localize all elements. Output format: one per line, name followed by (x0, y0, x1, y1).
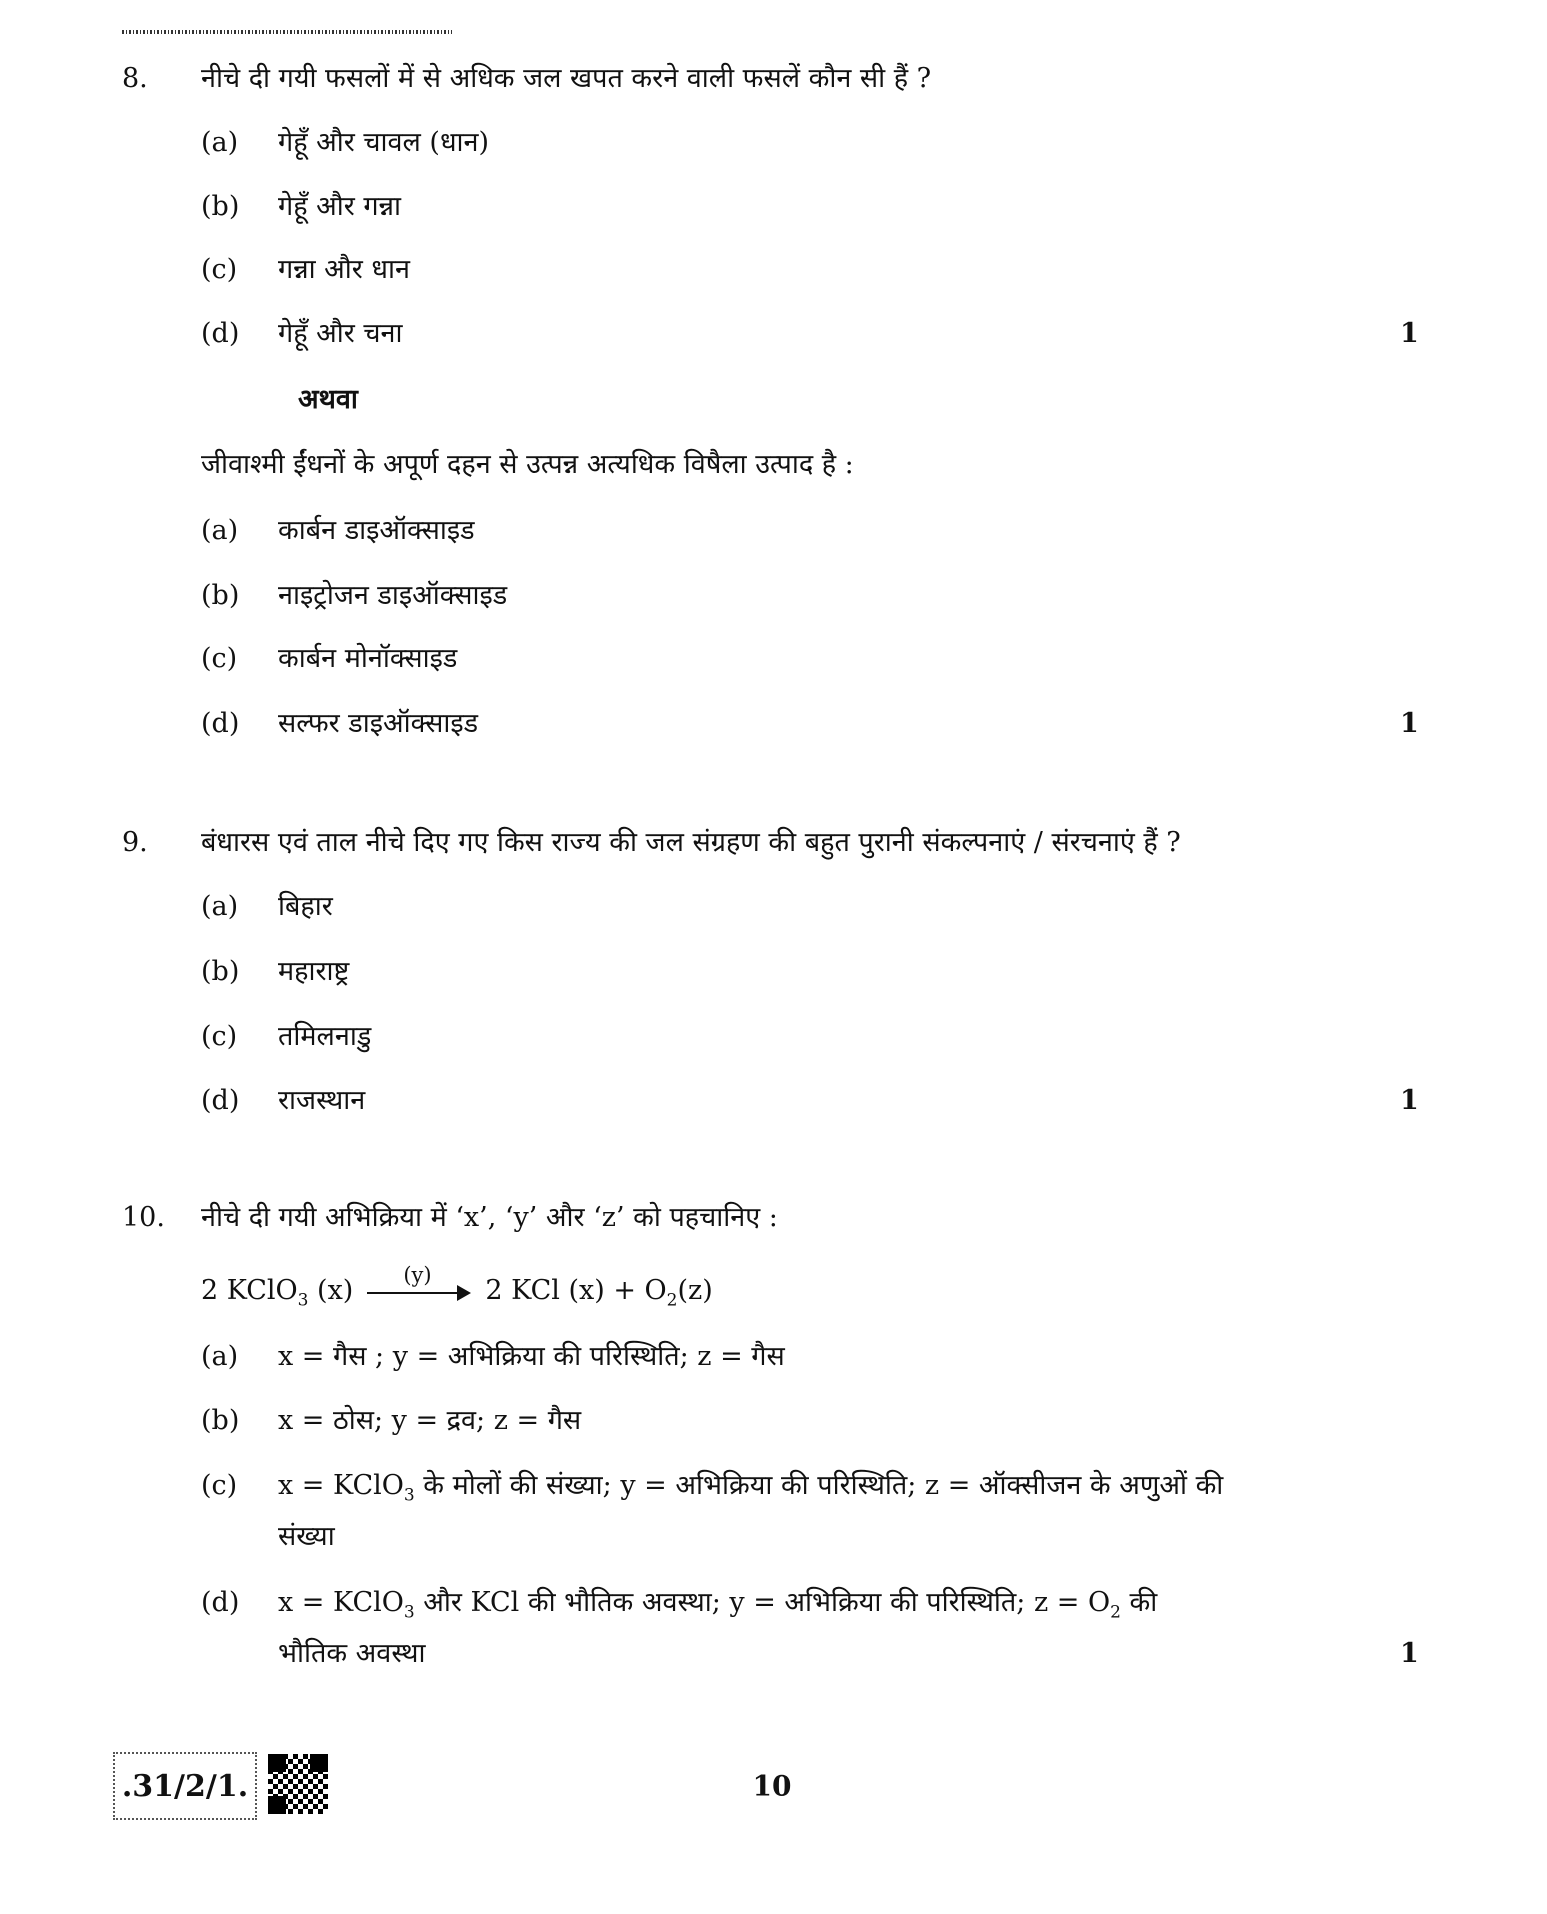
option-text-part: x = KClO (278, 1470, 404, 1501)
option-label: (b) (201, 580, 240, 611)
page-number: 10 (752, 1769, 792, 1803)
option-label: (b) (201, 1405, 240, 1436)
qr-code-icon (268, 1754, 328, 1814)
equation-rhs-state: (z) (677, 1275, 713, 1306)
option-label: (c) (201, 1470, 238, 1501)
option-label: (d) (201, 708, 240, 739)
question-text: नीचे दी गयी अभिक्रिया में ‘x’, ‘y’ और ‘z’ को पहचानिए : (201, 1202, 778, 1233)
option-label: (a) (201, 1341, 239, 1372)
option-label: (d) (201, 1085, 240, 1116)
option-text (278, 1469, 1223, 1512)
subscript: 3 (297, 1290, 309, 1311)
option-text-part: के मोलों की संख्या; y = अभिक्रिया की परिस्थिति; z = ऑक्सीजन के अणुओं की (414, 1470, 1224, 1501)
option-text: तमिलनाडु (278, 1021, 372, 1052)
option-text: गेहूँ और चावल (धान) (278, 127, 490, 158)
option-text: सल्फर डाइऑक्साइड (278, 708, 479, 739)
option-label: (a) (201, 127, 239, 158)
option-text: x = ठोस; y = द्रव; z = गैस (278, 1405, 582, 1436)
option-label: (d) (201, 1587, 240, 1618)
equation-lhs-state: (x) (308, 1275, 354, 1306)
option-label: (c) (201, 643, 238, 674)
reaction-arrow-icon (367, 1262, 471, 1302)
option-text-continuation: भौतिक अवस्था (278, 1638, 426, 1669)
option-text (278, 1586, 1157, 1629)
arrow-label: (y) (403, 1262, 432, 1287)
subscript: 3 (403, 1602, 415, 1623)
question-number: 10. (122, 1202, 165, 1233)
marks: 1 (1400, 1085, 1419, 1116)
question-text: बंधारस एवं ताल नीचे दिए गए किस राज्य की जल संग्रहण की बहुत पुरानी संकल्पनाएं / संरचनाएं हैं ? (201, 827, 1181, 858)
option-label: (b) (201, 956, 240, 987)
option-text: गन्ना और धान (278, 254, 410, 285)
subscript: 3 (403, 1485, 415, 1506)
marks: 1 (1400, 708, 1419, 739)
option-text: गेहूँ और चना (278, 318, 403, 349)
subscript: 2 (1110, 1602, 1121, 1623)
option-text-part: की (1120, 1587, 1158, 1618)
option-text: महाराष्ट्र (278, 956, 350, 987)
option-label: (c) (201, 254, 238, 285)
option-text: कार्बन मोनॉक्साइड (278, 643, 458, 674)
option-label: (a) (201, 891, 239, 922)
or-label: अथवा (298, 384, 358, 415)
option-text: गेहूँ और गन्ना (278, 191, 401, 222)
option-label: (d) (201, 318, 240, 349)
option-text: राजस्थान (278, 1085, 366, 1116)
question-number: 9. (122, 827, 148, 858)
option-label: (a) (201, 515, 239, 546)
marks: 1 (1400, 318, 1419, 349)
chemical-equation (201, 1262, 713, 1317)
option-text: कार्बन डाइऑक्साइड (278, 515, 475, 546)
option-label: (c) (201, 1021, 238, 1052)
equation-rhs: 2 KCl (x) + O (485, 1275, 667, 1306)
equation-lhs: 2 KClO (201, 1275, 298, 1306)
question-number: 8. (122, 63, 148, 94)
subscript: 2 (666, 1290, 678, 1311)
paper-code: .31/2/1. (113, 1752, 257, 1820)
question-text: नीचे दी गयी फसलों में से अधिक जल खपत करने वाली फसलें कौन सी हैं ? (201, 63, 932, 94)
microprint-strip (122, 30, 452, 34)
marks: 1 (1400, 1638, 1419, 1669)
option-text: बिहार (278, 891, 333, 922)
option-label: (b) (201, 191, 240, 222)
option-text-part: x = KClO (278, 1587, 404, 1618)
option-text-continuation: संख्या (278, 1521, 335, 1552)
option-text-part: और KCl की भौतिक अवस्था; y = अभिक्रिया की परिस्थिति; z = O (414, 1587, 1111, 1618)
option-text: x = गैस ; y = अभिक्रिया की परिस्थिति; z = गैस (278, 1341, 785, 1372)
option-text: नाइट्रोजन डाइऑक्साइड (278, 580, 508, 611)
question-text: जीवाश्मी ईंधनों के अपूर्ण दहन से उत्पन्न अत्यधिक विषैला उत्पाद है : (201, 449, 854, 480)
